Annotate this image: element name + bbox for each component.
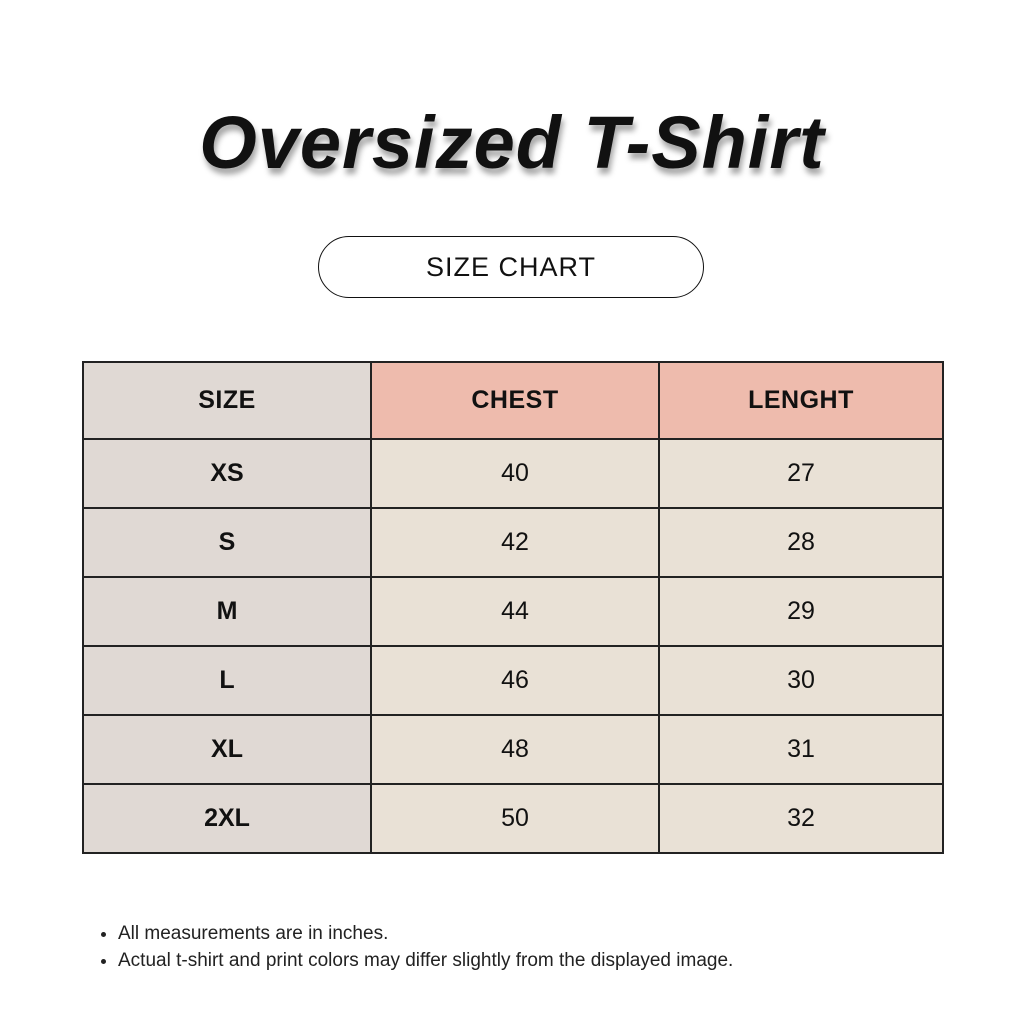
table-row bbox=[83, 577, 943, 646]
page-title: Oversized T-Shirt bbox=[199, 101, 825, 184]
table-row bbox=[83, 646, 943, 715]
table-row bbox=[83, 784, 943, 853]
cell-chest: 42 bbox=[371, 508, 659, 577]
cell-size: XL bbox=[83, 715, 371, 784]
cell-length: 30 bbox=[659, 646, 943, 715]
header-length: LENGHT bbox=[659, 362, 943, 439]
table-row bbox=[83, 439, 943, 508]
size-table bbox=[82, 361, 944, 854]
note-item: • Actual t-shirt and print colors may differ slightly from the displayed image. bbox=[118, 947, 733, 974]
cell-length: 32 bbox=[659, 784, 943, 853]
header-chest: CHEST bbox=[371, 362, 659, 439]
cell-length: 27 bbox=[659, 439, 943, 508]
cell-chest: 48 bbox=[371, 715, 659, 784]
cell-chest: 40 bbox=[371, 439, 659, 508]
cell-size: 2XL bbox=[83, 784, 371, 853]
cell-length: 29 bbox=[659, 577, 943, 646]
table-row bbox=[83, 508, 943, 577]
cell-chest: 44 bbox=[371, 577, 659, 646]
cell-size: M bbox=[83, 577, 371, 646]
cell-length: 28 bbox=[659, 508, 943, 577]
cell-size: S bbox=[83, 508, 371, 577]
table-header-row bbox=[83, 362, 943, 439]
cell-size: L bbox=[83, 646, 371, 715]
notes-list bbox=[97, 920, 733, 974]
cell-chest: 46 bbox=[371, 646, 659, 715]
cell-chest: 50 bbox=[371, 784, 659, 853]
header-size: SIZE bbox=[83, 362, 371, 439]
cell-size: XS bbox=[83, 439, 371, 508]
note-item: • All measurements are in inches. bbox=[118, 920, 733, 947]
table-row bbox=[83, 715, 943, 784]
cell-length: 31 bbox=[659, 715, 943, 784]
size-chart-label: SIZE CHART bbox=[318, 236, 704, 298]
